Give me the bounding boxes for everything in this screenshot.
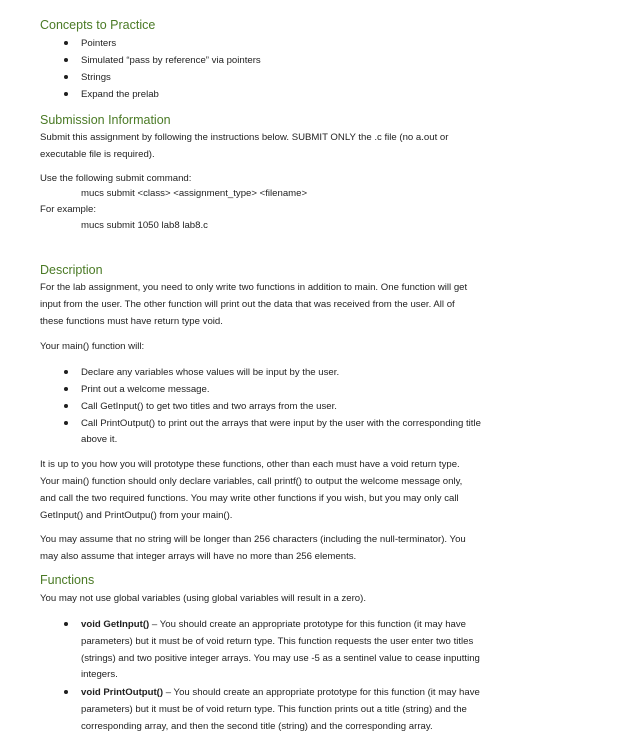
submission-heading: Submission Information: [40, 113, 171, 127]
concept-item: Strings: [81, 72, 111, 83]
description-text: You may assume that no string will be longer than 256 characters (including the null-terminator). You: [40, 534, 466, 545]
function-name: void GetInput(): [81, 619, 150, 630]
concept-item: Expand the prelab: [81, 89, 159, 100]
function-getinput: [81, 618, 466, 631]
main-task-item: Call PrintOutput() to print out the arrays that were input by the user with the corresponding title: [81, 418, 481, 429]
function-desc: – You should create an appropriate prototype for this function (it may have: [163, 687, 480, 698]
bullet-icon: [64, 75, 68, 79]
bullet-icon: [64, 421, 68, 425]
concept-item: Pointers: [81, 38, 117, 49]
bullet-icon: [64, 404, 68, 408]
description-text: may also assume that integer arrays will have no more than 256 elements.: [40, 551, 357, 562]
function-name: void PrintOutput(): [81, 687, 164, 698]
function-desc: – You should create an appropriate prototype for this function (it may have: [149, 619, 467, 630]
concepts-heading: Concepts to Practice: [40, 18, 156, 32]
description-text: input from the user. The other function will print out the data that was received from the user. All of: [40, 299, 455, 310]
function-printoutput: [81, 686, 480, 699]
description-text: these functions must have return type void.: [40, 316, 223, 327]
function-desc-line: parameters) but it must be of void return type. This function prints out a title (string) and the: [81, 704, 467, 715]
description-heading: Description: [40, 263, 103, 277]
functions-heading: Functions: [40, 573, 95, 587]
bullet-icon: [64, 58, 68, 62]
main-task-item: Call GetInput() to get two titles and two arrays from the user.: [81, 401, 337, 412]
function-desc-line: (strings) and two positive integer arrays. You may use -5 as a sentinel value to cease inputting: [81, 653, 480, 664]
example-label: For example:: [40, 204, 96, 215]
function-desc-line: integers.: [81, 669, 118, 680]
description-text: Your main() function should only declare variables, call printf() to output the welcome message only,: [40, 476, 463, 487]
example-command: mucs submit 1050 lab8 lab8.c: [81, 220, 208, 231]
bullet-icon: [64, 387, 68, 391]
main-task-item: Print out a welcome message.: [81, 384, 210, 395]
functions-intro: You may not use global variables (using global variables will result in a zero).: [40, 593, 367, 604]
description-text: It is up to you how you will prototype these functions, other than each must have a void return type.: [40, 459, 460, 470]
submission-intro: executable file is required).: [40, 149, 155, 160]
bullet-icon: [64, 622, 68, 626]
function-desc-line: corresponding array, and then the second title (string) and the corresponding array.: [81, 721, 433, 732]
bullet-icon: [64, 370, 68, 374]
function-desc-line: parameters) but it must be of void return type. This function requests the user enter two titles: [81, 636, 474, 647]
concept-item: Simulated “pass by reference” via pointers: [81, 55, 261, 66]
description-text: and call the two required functions. You may write other functions if you wish, but you may only call: [40, 493, 459, 504]
bullet-icon: [64, 41, 68, 45]
main-task-item: Declare any variables whose values will be input by the user.: [81, 367, 340, 378]
main-will-label: Your main() function will:: [40, 341, 145, 352]
description-text: GetInput() and PrintOutpu() from your main().: [40, 510, 233, 521]
bullet-icon: [64, 92, 68, 96]
description-text: For the lab assignment, you need to only write two functions in addition to main. One function will get: [40, 282, 468, 293]
submit-command-label: Use the following submit command:: [40, 173, 192, 184]
main-task-item-cont: above it.: [81, 434, 118, 445]
submission-intro: Submit this assignment by following the instructions below. SUBMIT ONLY the .c file (no a.out or: [40, 132, 449, 143]
submit-command: mucs submit <class> <assignment_type> <filename>: [81, 188, 308, 199]
bullet-icon: [64, 690, 68, 694]
